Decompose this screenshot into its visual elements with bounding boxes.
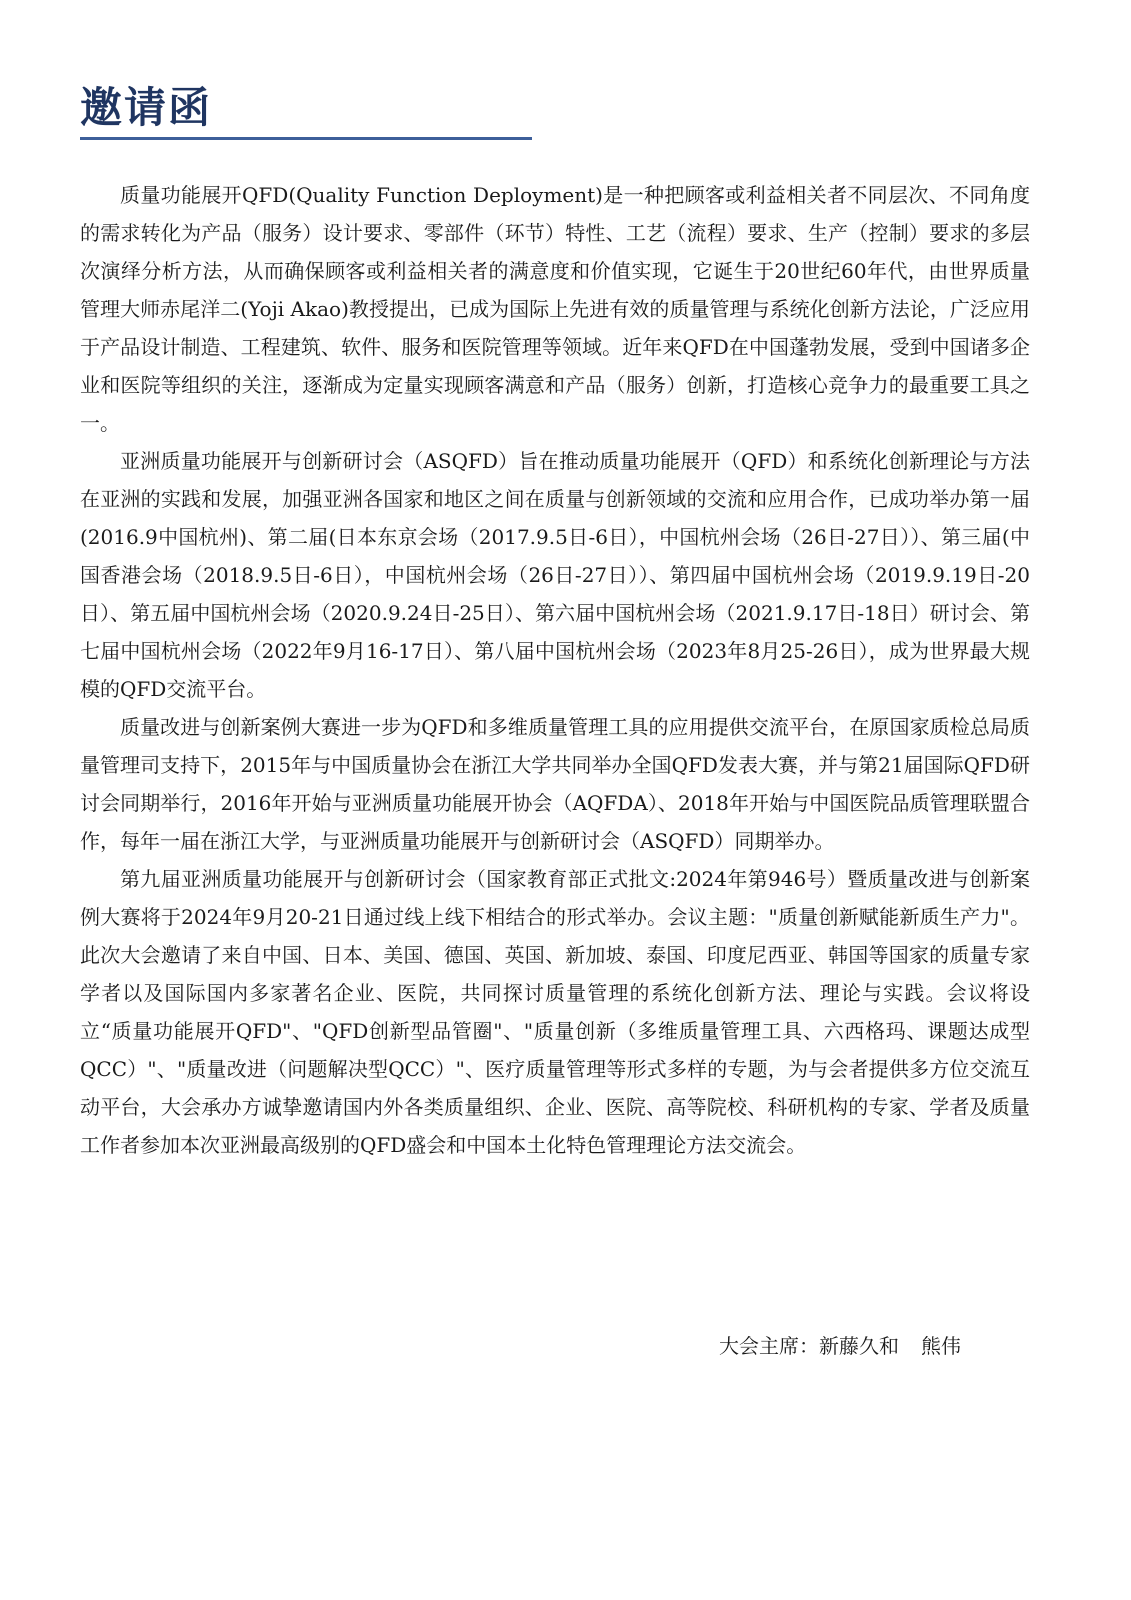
title-underline <box>80 137 532 140</box>
page-title: 邀请函 <box>80 83 213 132</box>
chair-name-1: 新藤久和 <box>819 1334 899 1358</box>
signature-label: 大会主席： <box>719 1334 819 1358</box>
paragraph-asqfd-history: 亚洲质量功能展开与创新研讨会（ASQFD）旨在推动质量功能展开（QFD）和系统化创新理论与方法在亚洲的实践和发展，加强亚洲各国家和地区之间在质量与创新领域的交流和应用合作，已成功举办第一届(2016.9中国杭州)、第二届(日本东京会场（2017.9.5日-6日），中国杭州会场（26日-27日））、第三届(中国香港会场（2018.9.5日-6日），中国杭州会场（26日-27日））、第四届中国杭州会场（2019.9.19日-20日）、第五届中国杭州会场（2020.9.24日-25日）、第六届中国杭州会场（2021.9.17日-18日）研讨会、第七届中国杭州会场（2022年9月16-17日）、第八届中国杭州会场（2023年8月25-26日），成为世界最大规模的QFD交流平台。 <box>80 449 1030 701</box>
paragraph-case-competition: 质量改进与创新案例大赛进一步为QFD和多维质量管理工具的应用提供交流平台，在原国家质检总局质量管理司支持下，2015年与中国质量协会在浙江大学共同举办全国QFD发表大赛，并与第21届国际QFD研讨会同期举行，2016年开始与亚洲质量功能展开协会（AQFDA）、2018年开始与中国医院品质管理联盟合作，每年一届在浙江大学，与亚洲质量功能展开与创新研讨会（ASQFD）同期举办。 <box>80 715 1030 853</box>
paragraph-ninth-conference: 第九届亚洲质量功能展开与创新研讨会（国家教育部正式批文:2024年第946号）暨质量改进与创新案例大赛将于2024年9月20-21日通过线上线下相结合的形式举办。会议主题："质量创新赋能新质生产力"。此次大会邀请了来自中国、日本、美国、德国、英国、新加坡、泰国、印度尼西亚、韩国等国家的质量专家学者以及国际国内多家著名企业、医院，共同探讨质量管理的系统化创新方法、理论与实践。会议将设立“质量功能展开QFD"、"QFD创新型品管圈"、"质量创新（多维质量管理工具、六西格玛、课题达成型QCC）"、"质量改进（问题解决型QCC）"、医疗质量管理等形式多样的专题，为与会者提供多方位交流互动平台，大会承办方诚挚邀请国内外各类质量组织、企业、医院、高等院校、科研机构的专家、学者及质量工作者参加本次亚洲最高级别的QFD盛会和中国本土化特色管理理论方法交流会。 <box>80 867 1030 1157</box>
body-text <box>80 176 1030 1164</box>
paragraph-qfd-intro: 质量功能展开QFD(Quality Function Deployment)是一种把顾客或利益相关者不同层次、不同角度的需求转化为产品（服务）设计要求、零部件（环节）特性、工艺（流程）要求、生产（控制）要求的多层次演绎分析方法，从而确保顾客或利益相关者的满意度和价值实现，它诞生于20世纪60年代，由世界质量管理大师赤尾洋二(Yoji Akao)教授提出，已成为国际上先进有效的质量管理与系统化创新方法论，广泛应用于产品设计制造、工程建筑、软件、服务和医院管理等领域。近年来QFD在中国蓬勃发展，受到中国诸多企业和医院等组织的关注，逐渐成为定量实现顾客满意和产品（服务）创新，打造核心竞争力的最重要工具之一。 <box>80 183 1030 435</box>
signature-block <box>719 1330 961 1362</box>
signature-names <box>819 1330 961 1362</box>
chair-name-2: 熊伟 <box>921 1334 961 1358</box>
